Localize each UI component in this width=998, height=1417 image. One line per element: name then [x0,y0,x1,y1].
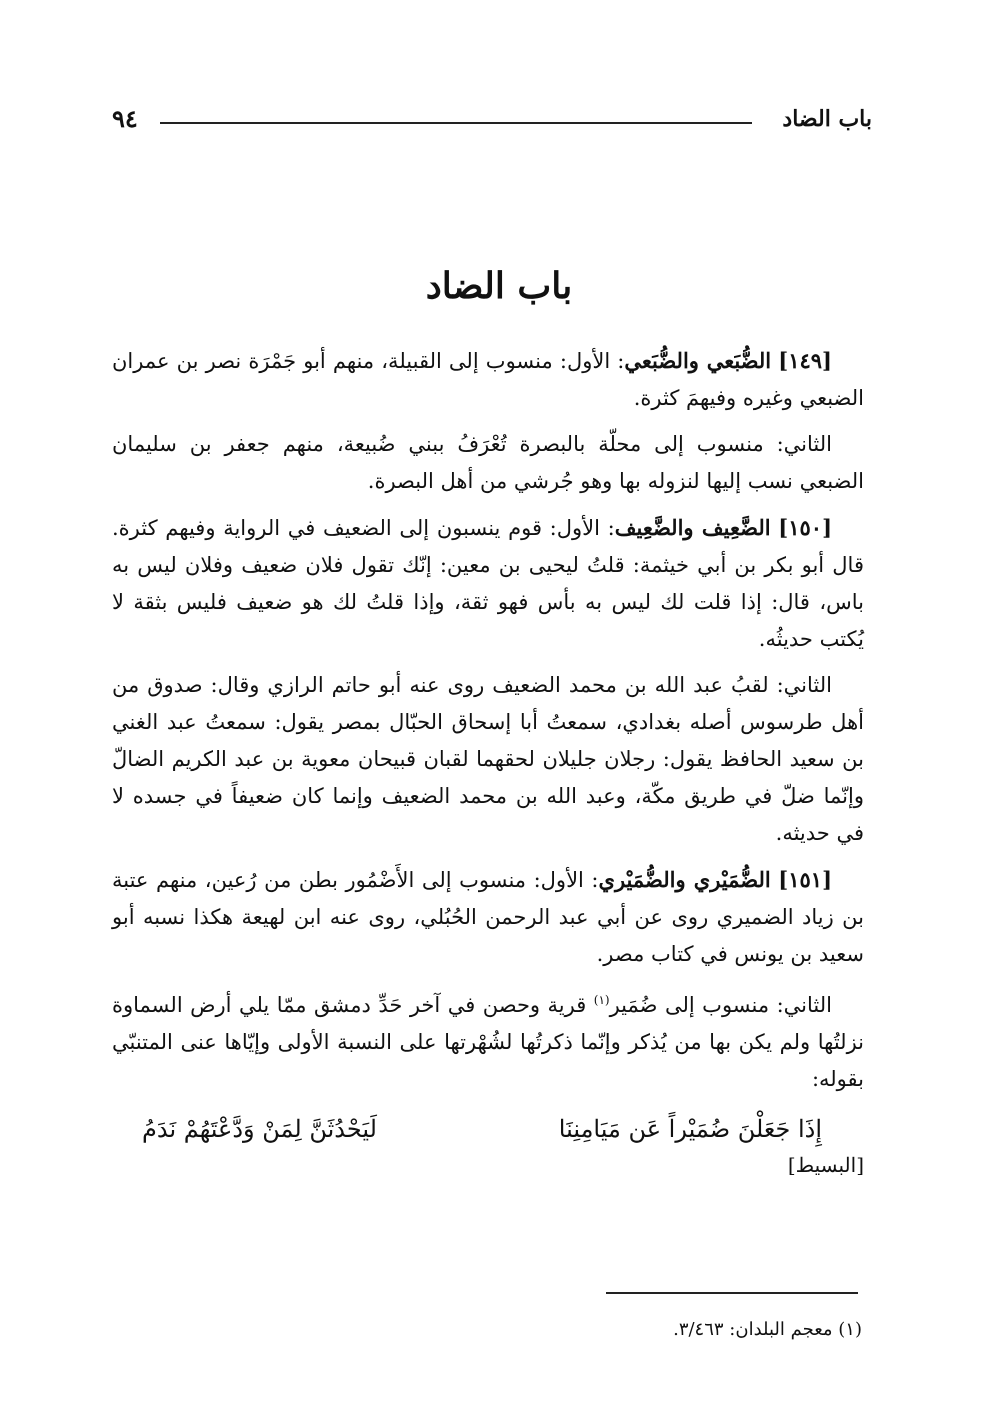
page-number: ٩٤ [112,104,138,133]
page-header [112,104,872,144]
entry-text: : الأول: قوم ينسبون إلى الضعيف في الرواية وفيهم كثرة. قال أبو بكر بن أبي خيثمة: قلتُ ليحيى بن معين: إنّك تقول فلان ضعيف وفلان ليس به باس، قال: إذا قلت لك ليس به بأس فهو ثقة، وإذا قلتُ لك هو ضعيف فليس بثقة لا يُكتب حديثُه. [112,516,864,651]
entry-number: [١٥١] [778,867,833,892]
entry-149-second [112,426,864,500]
footnote: (١) معجم البلدان: ٣/٤٦٣. [673,1319,862,1340]
entry-151-second [112,982,864,1098]
footnote-rule [606,1292,858,1294]
entry-text: الثاني: منسوب إلى محلّة بالبصرة تُعْرَفُ ببني ضُبيعة، منهم جعفر بن سليمان الضبعي نسب إليها لنزوله بها وهو جُرشي من أهل البصرة. [112,432,864,493]
entry-text: قرية وحصن في آخر حَدِّ دمشق ممّا يلي أرض السماوة نزلتُها ولم يكن بها من يُذكر وإنّما ذكرتُها لشُهْرتها على النسبة الأولى وإيّاها عنى المتنبّي بقوله: [112,993,864,1091]
verse-meter: [البسيط] [787,1153,864,1177]
entry-150-first [112,509,864,658]
running-title: باب الضاد [782,106,872,132]
entry-149-first [112,342,864,417]
entry-text: : الأول: منسوب إلى القبيلة، منهم أبو جَمْرَة نصر بن عمران الضبعي وغيره وفيهمَ كثرة. [112,349,864,410]
verse-first-hemistich: إِذَا جَعَلْنَ ضُمَيْراً عَن مَيَامِنِنَا [558,1115,822,1143]
entry-text: الثاني: لقبُ عبد الله بن محمد الضعيف روى عنه أبو حاتم الرازي وقال: صدوق من أهل طرسوس أصله بغدادي، سمعتُ أبا إسحاق الحبّال بمصر يقول: سمعتُ عبد الغني بن سعيد الحافظ يقول: رجلان جليلان لحقهما لقبان قبيحان معوية بن عبد الكريم الضالّ وإنّما ضلّ في طريق مكّة، وعبد الله بن محمد الضعيف وإنما كان ضعيفاً في جسده لا في حديثه. [112,673,864,845]
entry-heading: الضُّبَعي والضُّبَعي [624,348,772,373]
entry-151-first [112,861,864,973]
entry-text: : الأول: منسوب إلى الأَضْمُور بطن من رُعين، منهم عتبة بن زياد الضميري روى عن أبي عبد الرحمن الحُبُلي، روى عنه ابن لهيعة هكذا نسبه أبو سعيد بن يونس في كتاب مصر. [112,868,864,966]
poetry-verse [112,1107,864,1151]
header-rule [160,122,752,124]
entry-150-second [112,667,864,852]
chapter-title: باب الضاد [425,265,573,307]
footnote-marker: (١) [593,993,610,1007]
entry-text: الثاني: منسوب إلى ضُمَير [609,993,832,1017]
verse-second-hemistich: لَيَحْدُثَنَّ لِمَنْ وَدَّعْتَهُمْ نَدَمُ [142,1115,377,1143]
entry-heading: الضُّمَيْري والضُّمَيْري [598,867,771,892]
entry-heading: الضَّعِيف والضَّعِيف [614,515,771,540]
main-text [112,342,864,1179]
entry-number: [١٥٠] [778,515,832,540]
entry-number: [١٤٩] [778,348,832,373]
